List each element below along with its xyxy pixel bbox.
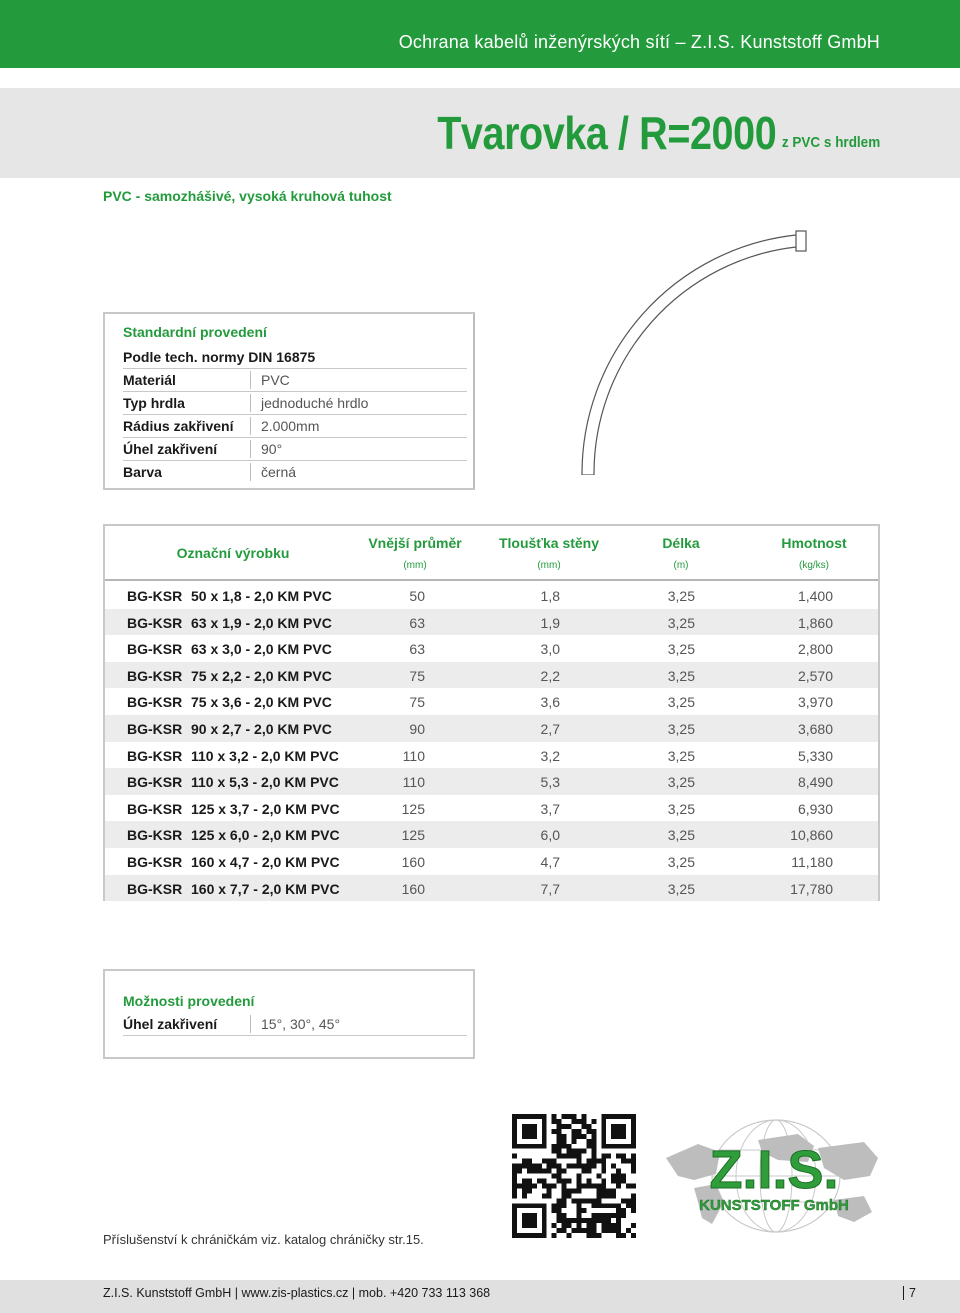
spec-value: 2.000mm bbox=[261, 418, 320, 434]
cell-product-name: 110 x 5,3 - 2,0 KM PVC bbox=[191, 774, 339, 791]
cell-outer-diameter: 50 bbox=[409, 588, 425, 604]
accessories-note: Příslušenství k chráničkám viz. katalog chráničky str.15. bbox=[103, 1232, 424, 1247]
cell-length: 3,25 bbox=[667, 800, 695, 817]
header-divider bbox=[105, 577, 878, 580]
cell-prefix: BG-KSR bbox=[127, 720, 183, 737]
spec-separator bbox=[250, 371, 251, 389]
cell-product-name: 125 x 6,0 - 2,0 KM PVC bbox=[191, 827, 340, 844]
svg-text:KUNSTSTOFF GmbH: KUNSTSTOFF GmbH bbox=[699, 1197, 849, 1214]
cell-product-name: 90 x 2,7 - 2,0 KM PVC bbox=[191, 720, 332, 737]
cell-wall: 3,6 bbox=[540, 694, 560, 711]
table-row bbox=[105, 609, 878, 636]
spec-separator bbox=[250, 440, 251, 458]
page-number: 7 bbox=[903, 1286, 916, 1300]
cell-outer-diameter: 125 bbox=[401, 800, 425, 817]
qr-code[interactable] bbox=[512, 1114, 636, 1238]
cell-outer-diameter: 63 bbox=[409, 614, 425, 631]
table-row bbox=[105, 582, 878, 609]
spec-label: Materiál bbox=[123, 372, 176, 388]
spec-row-color bbox=[123, 461, 467, 484]
cell-wall: 7,7 bbox=[540, 880, 560, 897]
cell-outer-diameter: 110 bbox=[402, 774, 425, 791]
cell-weight: 1,860 bbox=[797, 614, 833, 631]
cell-length: 3,25 bbox=[667, 667, 695, 684]
cell-product-name: 110 x 3,2 - 2,0 KM PVC bbox=[191, 747, 339, 764]
options-separator bbox=[250, 1015, 251, 1033]
spec-row-material bbox=[123, 369, 467, 392]
cell-outer-diameter: 75 bbox=[409, 694, 425, 711]
cell-length: 3,25 bbox=[667, 694, 695, 711]
spec-row-socket bbox=[123, 392, 467, 415]
spec-label: Rádius zakřivení bbox=[123, 418, 234, 434]
standard-heading: Standardní provedení bbox=[123, 324, 267, 340]
spec-value: PVC bbox=[261, 372, 290, 388]
header-outer-diameter: Vnější průměr bbox=[368, 535, 462, 551]
unit-weight: (kg/ks) bbox=[799, 560, 829, 571]
table-row bbox=[105, 742, 878, 769]
cell-product-name: 63 x 3,0 - 2,0 KM PVC bbox=[191, 641, 332, 658]
material-line: PVC - samozhášivé, vysoká kruhová tuhost bbox=[103, 188, 392, 204]
spec-value: černá bbox=[261, 464, 297, 480]
table-row bbox=[105, 821, 878, 848]
cell-wall: 6,0 bbox=[540, 827, 560, 844]
norm-row bbox=[123, 346, 467, 369]
table-row bbox=[105, 768, 878, 795]
cell-prefix: BG-KSR bbox=[127, 827, 183, 844]
page-subtitle: z PVC s hrdlem bbox=[781, 134, 880, 151]
pipe-bend-drawing bbox=[570, 225, 820, 475]
cell-wall: 3,7 bbox=[540, 800, 560, 817]
product-table bbox=[103, 524, 880, 901]
cell-weight: 10,860 bbox=[790, 827, 833, 844]
cell-product-name: 160 x 4,7 - 2,0 KM PVC bbox=[191, 853, 340, 870]
spec-label: Úhel zakřivení bbox=[123, 441, 218, 457]
cell-prefix: BG-KSR bbox=[127, 614, 183, 631]
spec-value: jednoduché hrdlo bbox=[261, 395, 369, 411]
cell-weight: 2,800 bbox=[797, 641, 833, 658]
cell-wall: 2,7 bbox=[540, 720, 560, 737]
cell-wall: 3,0 bbox=[540, 641, 560, 658]
cell-weight: 6,930 bbox=[797, 800, 833, 817]
cell-weight: 1,400 bbox=[797, 588, 833, 604]
options-value: 15°, 30°, 45° bbox=[261, 1016, 341, 1032]
unit-length: (m) bbox=[673, 560, 689, 571]
options-label: Úhel zakřivení bbox=[123, 1016, 218, 1032]
options-box bbox=[103, 969, 475, 1059]
cell-length: 3,25 bbox=[667, 588, 695, 604]
cell-prefix: BG-KSR bbox=[127, 694, 183, 711]
cell-weight: 17,780 bbox=[790, 880, 833, 897]
cell-prefix: BG-KSR bbox=[127, 880, 183, 897]
header-wall: Tloušťka stěny bbox=[498, 535, 600, 551]
cell-outer-diameter: 160 bbox=[401, 853, 425, 870]
norm-label: Podle tech. normy DIN 16875 bbox=[123, 349, 316, 365]
footer-contact: Z.I.S. Kunststoff GmbH | www.zis-plastics.cz | mob. +420 733 113 368 bbox=[103, 1286, 491, 1300]
svg-text:Z.I.S.: Z.I.S. bbox=[709, 1140, 839, 1200]
cell-length: 3,25 bbox=[667, 827, 695, 844]
standard-spec-box bbox=[103, 312, 475, 490]
table-row bbox=[105, 688, 878, 715]
cell-length: 3,25 bbox=[667, 720, 695, 737]
cell-product-name: 160 x 7,7 - 2,0 KM PVC bbox=[191, 880, 340, 897]
cell-length: 3,25 bbox=[667, 853, 695, 870]
cell-outer-diameter: 90 bbox=[409, 720, 425, 737]
unit-wall: (mm) bbox=[537, 560, 561, 571]
cell-weight: 5,330 bbox=[797, 747, 833, 764]
options-heading: Možnosti provedení bbox=[123, 993, 255, 1009]
options-row-angle bbox=[123, 1013, 467, 1036]
cell-product-name: 75 x 3,6 - 2,0 KM PVC bbox=[191, 694, 332, 711]
header-bar bbox=[0, 0, 960, 68]
cell-wall: 1,8 bbox=[540, 588, 560, 604]
cell-outer-diameter: 75 bbox=[409, 667, 425, 684]
cell-wall: 3,2 bbox=[540, 747, 560, 764]
cell-product-name: 63 x 1,9 - 2,0 KM PVC bbox=[191, 614, 332, 631]
cell-product-name: 125 x 3,7 - 2,0 KM PVC bbox=[191, 800, 340, 817]
header-length: Délka bbox=[662, 535, 700, 551]
cell-prefix: BG-KSR bbox=[127, 667, 183, 684]
cell-weight: 3,970 bbox=[797, 694, 833, 711]
title-band bbox=[0, 88, 960, 178]
table-row bbox=[105, 662, 878, 689]
cell-outer-diameter: 160 bbox=[401, 880, 425, 897]
header-text: Ochrana kabelů inženýrských sítí – Z.I.S. Kunststoff GmbH bbox=[398, 32, 880, 52]
footer-bar bbox=[0, 1280, 960, 1313]
cell-outer-diameter: 110 bbox=[402, 747, 425, 764]
cell-prefix: BG-KSR bbox=[127, 588, 183, 604]
unit-outer-diameter: (mm) bbox=[403, 560, 427, 571]
table-row bbox=[105, 795, 878, 822]
table-row bbox=[105, 635, 878, 662]
header-product: Označní výrobku bbox=[176, 545, 290, 561]
spec-separator bbox=[250, 394, 251, 412]
cell-prefix: BG-KSR bbox=[127, 774, 183, 791]
cell-prefix: BG-KSR bbox=[127, 747, 183, 764]
page-title: Tvarovka / R=2000 bbox=[436, 107, 776, 159]
table-row bbox=[105, 715, 878, 742]
spec-value: 90° bbox=[261, 441, 283, 457]
table-header bbox=[105, 526, 878, 581]
spec-label: Barva bbox=[123, 464, 162, 480]
cell-length: 3,25 bbox=[667, 774, 695, 791]
cell-product-name: 50 x 1,8 - 2,0 KM PVC bbox=[191, 588, 332, 604]
cell-wall: 4,7 bbox=[540, 853, 560, 870]
spec-row-radius bbox=[123, 415, 467, 438]
cell-weight: 8,490 bbox=[797, 774, 833, 791]
cell-weight: 3,680 bbox=[797, 720, 833, 737]
cell-prefix: BG-KSR bbox=[127, 853, 183, 870]
spec-label: Typ hrdla bbox=[123, 395, 185, 411]
cell-prefix: BG-KSR bbox=[127, 800, 183, 817]
cell-outer-diameter: 125 bbox=[401, 827, 425, 844]
cell-length: 3,25 bbox=[667, 747, 695, 764]
table-row bbox=[105, 848, 878, 875]
cell-length: 3,25 bbox=[667, 614, 695, 631]
table-row bbox=[105, 875, 878, 902]
cell-length: 3,25 bbox=[667, 880, 695, 897]
cell-wall: 2,2 bbox=[540, 667, 560, 684]
spec-separator bbox=[250, 463, 251, 481]
cell-length: 3,25 bbox=[667, 641, 695, 658]
cell-product-name: 75 x 2,2 - 2,0 KM PVC bbox=[191, 667, 332, 684]
cell-weight: 2,570 bbox=[797, 667, 833, 684]
cell-weight: 11,180 bbox=[791, 853, 833, 870]
cell-wall: 1,9 bbox=[540, 614, 560, 631]
table-body bbox=[105, 582, 878, 901]
zis-logo bbox=[658, 1118, 882, 1236]
cell-outer-diameter: 63 bbox=[409, 641, 425, 658]
cell-wall: 5,3 bbox=[540, 774, 560, 791]
spec-separator bbox=[250, 417, 251, 435]
header-weight: Hmotnost bbox=[781, 535, 847, 551]
spec-row-angle bbox=[123, 438, 467, 461]
cell-prefix: BG-KSR bbox=[127, 641, 183, 658]
